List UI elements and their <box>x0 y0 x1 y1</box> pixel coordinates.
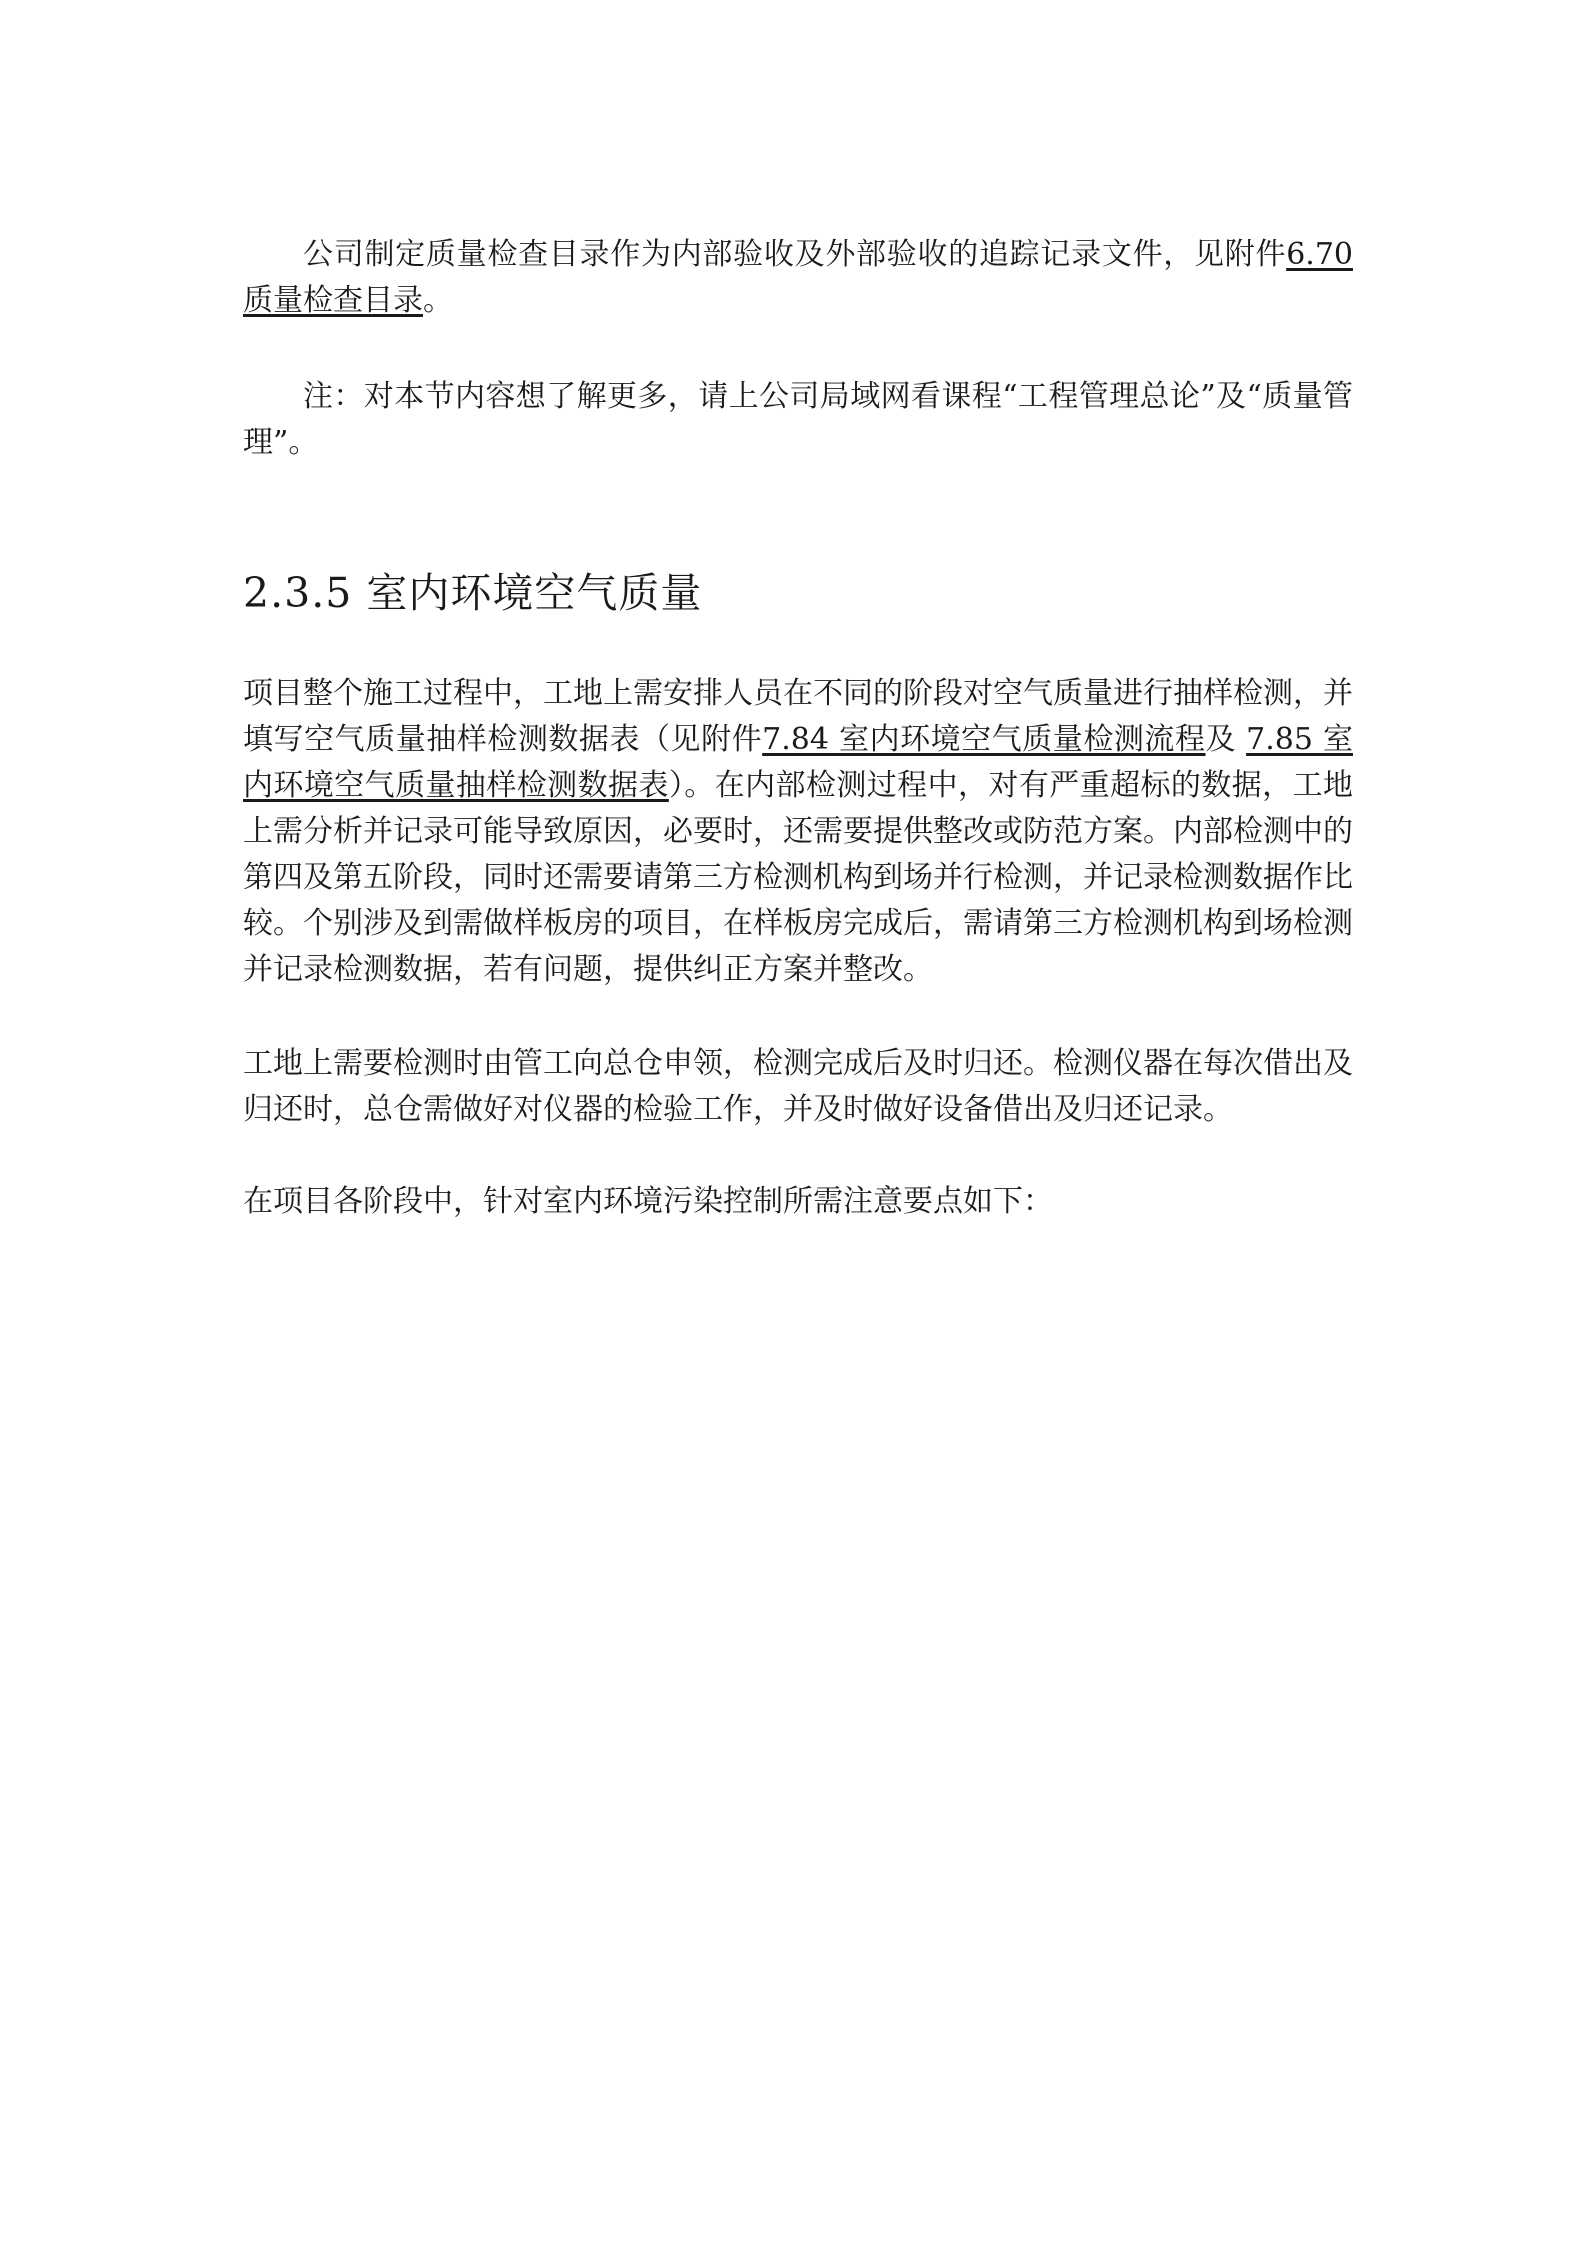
note-paragraph <box>243 374 1353 466</box>
note-text: 注：对本节内容想了解更多，请上公司局域网看课程“工程管理总论”及“质量管理”。 <box>243 379 1353 460</box>
paragraph-text: 在项目各阶段中，针对室内环境污染控制所需注意要点如下： <box>243 1184 1053 1219</box>
paragraph-text: ）。在内部检测过程中，对有严重超标的数据，工地上需分析并记录可能导致原因，必要时，还需要提供整改或防范方案。内部检测中的第四及第五阶段，同时还需要请第三方检测机构到场并行检测，并记录检测数据作比较。个别涉及到需做样板房的项目，在样板房完成后，需请第三方检测机构到场检测并记录检测数据，若有问题，提供纠正方案并整改。 <box>243 768 1354 987</box>
paragraph-text: 工地上需要检测时由管工向总仓申领，检测完成后及时归还。检测仪器在每次借出及归还时，总仓需做好对仪器的检验工作，并及时做好设备借出及归还记录。 <box>243 1046 1353 1127</box>
attachment-link-6-70[interactable]: 6.70 质量检查目录 <box>243 237 1353 318</box>
document-page <box>243 232 1353 1225</box>
paragraph-text: 公司制定质量检查目录作为内部验收及外部验收的追踪记录文件，见附件 <box>303 237 1287 272</box>
quality-checklist-paragraph <box>243 232 1353 324</box>
instrument-borrowing-paragraph <box>243 1041 1353 1133</box>
section-heading: 2.3.5 室内环境空气质量 <box>243 569 703 617</box>
paragraph-text: 。 <box>423 283 453 318</box>
attachment-link-7-84[interactable]: 7.84 室内环境空气质量检测流程 <box>762 722 1206 757</box>
attachment-link-7-85[interactable]: 7.85 室内环境空气质量抽样检测数据表 <box>243 722 1353 803</box>
paragraph-text: 项目整个施工过程中，工地上需安排人员在不同的阶段对空气质量进行抽样检测，并填写空气质量抽样检测数据表（见附件 <box>243 676 1353 757</box>
paragraph-text: 及 <box>1205 722 1247 757</box>
control-points-intro-paragraph <box>243 1179 1353 1225</box>
air-quality-sampling-paragraph <box>243 671 1353 993</box>
